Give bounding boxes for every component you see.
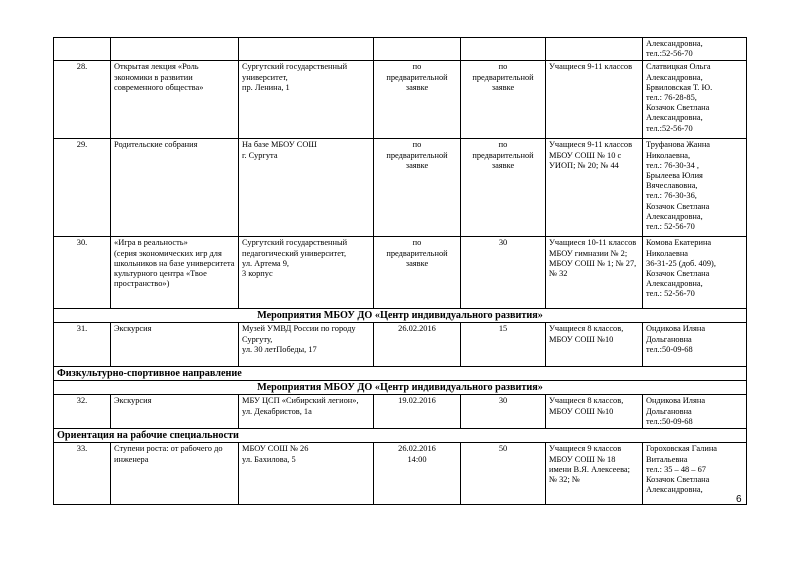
participants-cell: Учащиеся 9-11 классов [546,61,643,139]
count-cell: по предварительной заявке [461,61,546,139]
event-cell: Экскурсия [111,323,239,367]
table-row [54,443,747,505]
table-row [54,38,747,61]
table-row [54,139,747,237]
contacts-cell: Комова Екатерина Николаевна 36-31-25 (доб. 409), Козачок Светлана Александровна, тел.: 52-56-70 [643,237,747,309]
section-header [54,309,747,323]
page-number: 6 [736,494,742,505]
date-cell: по предварительной заявке [374,61,461,139]
section-title: Мероприятия МБОУ ДО «Центр индивидуального развития» [54,309,747,323]
section-title: Мероприятия МБОУ ДО «Центр индивидуального развития» [54,381,747,395]
event-cell: «Игра в реальность» (серия экономических игр для школьников на базе университета культурного центра «Твое пространство») [111,237,239,309]
date-cell: 26.02.2016 14:00 [374,443,461,505]
section-header [54,429,747,443]
date-cell: по предварительной заявке [374,237,461,309]
event-cell: Родительские собрания [111,139,239,237]
place-cell: МБУ ЦСП «Сибирский легион», ул. Декабристов, 1а [239,395,374,429]
place-cell: На базе МБОУ СОШ г. Сургута [239,139,374,237]
contacts-cell: Слатвицкая Ольга Александровна, Брвиловская Т. Ю. тел.: 76-28-85, Козачок Светлана Александровна, тел.:52-56-70 [643,61,747,139]
participants-cell: Учащиеся 8 классов, МБОУ СОШ №10 [546,395,643,429]
section-header [54,381,747,395]
event-cell [111,38,239,61]
date-cell: 26.02.2016 [374,323,461,367]
contacts-cell: Александровна, тел.:52-56-70 [643,38,747,61]
date-cell: 19.02.2016 [374,395,461,429]
row-number: 33. [54,443,111,505]
count-cell [461,38,546,61]
event-cell: Ступени роста: от рабочего до инженера [111,443,239,505]
count-cell: по предварительной заявке [461,139,546,237]
table-row [54,61,747,139]
contacts-cell: Ондикова Иляна Дольгановна тел.:50-09-68 [643,395,747,429]
row-number: 28. [54,61,111,139]
place-cell: МБОУ СОШ № 26 ул. Бахилова, 5 [239,443,374,505]
table-row [54,395,747,429]
count-cell: 15 [461,323,546,367]
row-number [54,38,111,61]
table-row [54,323,747,367]
count-cell: 30 [461,395,546,429]
row-number: 31. [54,323,111,367]
row-number: 29. [54,139,111,237]
participants-cell [546,38,643,61]
contacts-cell: Ондикова Иляна Дольгановна тел.:50-09-68 [643,323,747,367]
participants-cell: Учащиеся 8 классов, МБОУ СОШ №10 [546,323,643,367]
count-cell: 30 [461,237,546,309]
section-title: Физкультурно-спортивное направление [54,367,747,381]
place-cell: Сургутский государственный университет, пр. Ленина, 1 [239,61,374,139]
date-cell [374,38,461,61]
place-cell: Сургутский государственный педагогический университет, ул. Артема 9, 3 корпус [239,237,374,309]
participants-cell: Учащиеся 9 классов МБОУ СОШ № 18 имени В.Я. Алексеева; № 32; № [546,443,643,505]
participants-cell: Учащиеся 10-11 классов МБОУ гимназии № 2; МБОУ СОШ № 1; № 27, № 32 [546,237,643,309]
participants-cell: Учащиеся 9-11 классов МБОУ СОШ № 10 с УИОП; № 20; № 44 [546,139,643,237]
date-cell: по предварительной заявке [374,139,461,237]
row-number: 30. [54,237,111,309]
section-title: Ориентация на рабочие специальности [54,429,747,443]
place-cell: Музей УМВД России по городу Сургуту, ул. 30 летПобеды, 17 [239,323,374,367]
contacts-cell: Труфанова Жанна Николаевна, тел.: 76-30-34 , Брылеева Юлия Вячеславовна, тел.: 76-30-36, Козачок Светлана Александровна, тел.: 52-56-70 [643,139,747,237]
count-cell: 50 [461,443,546,505]
events-table [53,37,747,505]
event-cell: Экскурсия [111,395,239,429]
table-row [54,237,747,309]
row-number: 32. [54,395,111,429]
place-cell [239,38,374,61]
event-cell: Открытая лекция «Роль экономики в развитии современного общества» [111,61,239,139]
section-header [54,367,747,381]
contacts-cell: Гороховская Галина Витальевна тел.: 35 – 48 – 67 Козачок Светлана Александровна, [643,443,747,505]
